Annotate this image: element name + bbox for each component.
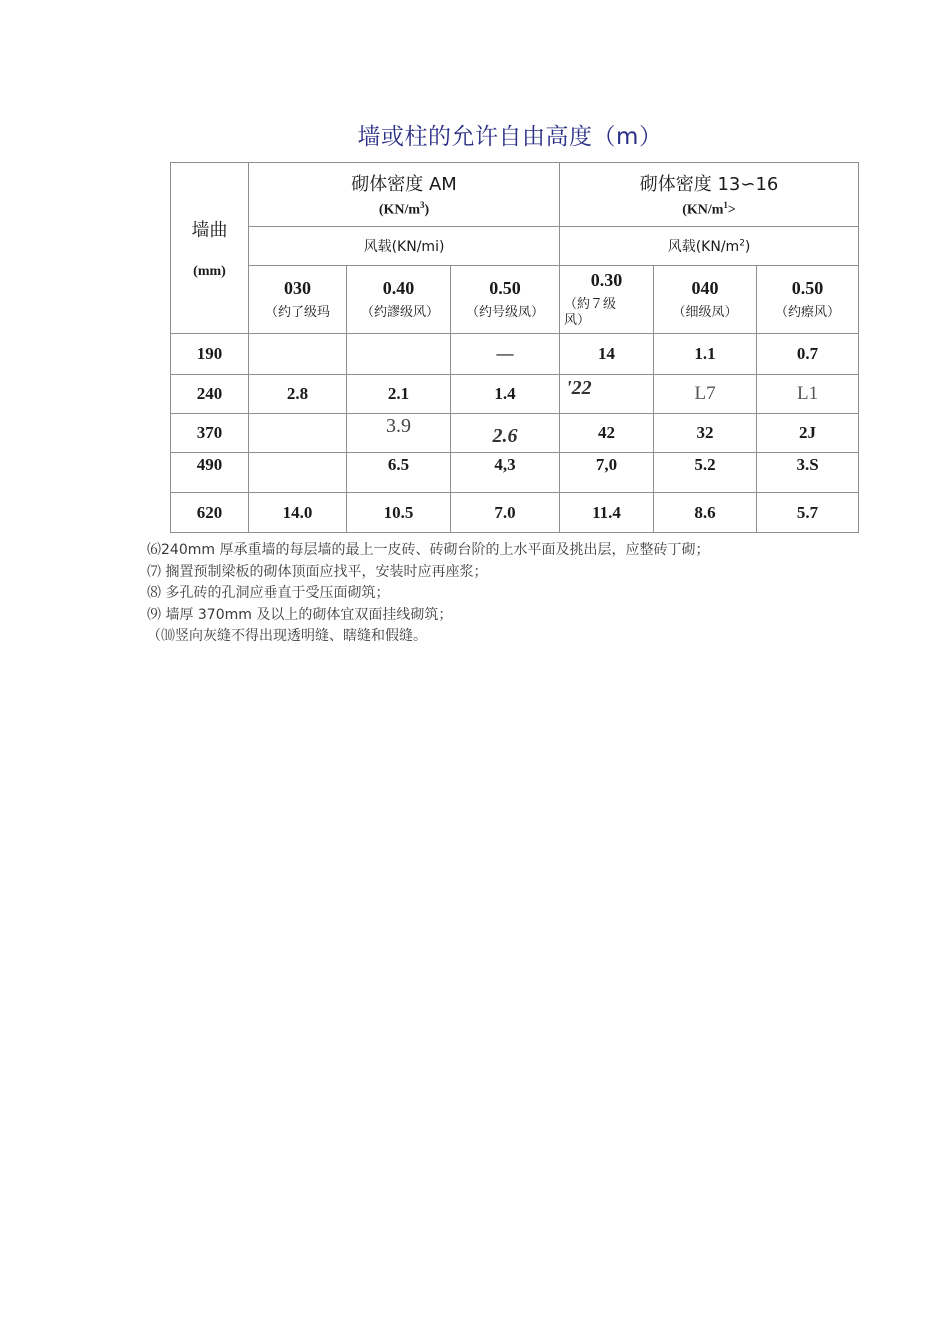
thickness-header-unit: (mm) bbox=[193, 264, 226, 279]
density-group-1-label: 砌体密度 AM bbox=[351, 174, 457, 196]
wind-load-header-2: 风载$(KN/m^2)$ bbox=[560, 227, 859, 266]
table-cell: L1 bbox=[757, 375, 859, 414]
height-table bbox=[170, 162, 859, 533]
note-item: ⑺ 搁置预制梁板的砌体顶面应找平，安装时应再座浆； bbox=[147, 563, 488, 580]
density-group-1-header bbox=[249, 163, 560, 227]
table-cell: 14.0 bbox=[249, 493, 347, 533]
note-item: ⑹240mm 厚承重墙的每层墙的最上一皮砖、砖砌台阶的上水平面及挑出层，应整砖丁砌； bbox=[147, 542, 710, 558]
notes-list bbox=[147, 540, 927, 648]
table-cell: '22 bbox=[560, 375, 654, 414]
table-cell: 1.1 bbox=[654, 334, 757, 375]
thickness-header bbox=[171, 163, 249, 334]
table-cell: 2.8 bbox=[249, 375, 347, 414]
table-cell: 2J bbox=[757, 414, 859, 453]
wind-level-4: 0.30 （約７级风） bbox=[560, 266, 654, 334]
table-cell: — bbox=[451, 334, 560, 375]
table-cell: L7 bbox=[654, 375, 757, 414]
table-cell bbox=[347, 334, 451, 375]
wind-level-1: 030 （约了级玛 bbox=[249, 266, 347, 334]
table-cell bbox=[249, 453, 347, 493]
note-item: ⑼ 墙厚 370mm 及以上的砌体宜双面挂线砌筑； bbox=[147, 606, 453, 623]
table-row bbox=[171, 414, 859, 453]
table-cell: 14 bbox=[560, 334, 654, 375]
row-thickness: 620 bbox=[171, 493, 249, 533]
density-group-2-unit: ($KN/m^1>$ bbox=[682, 200, 736, 218]
wind-level-6: 0.50 （约瘵风） bbox=[757, 266, 859, 334]
density-group-1-unit: $(KN/m^3)$ bbox=[378, 200, 430, 218]
table-cell: 3.9 bbox=[347, 414, 451, 453]
table-cell: 0.7 bbox=[757, 334, 859, 375]
row-thickness: 370 bbox=[171, 414, 249, 453]
table-row bbox=[171, 493, 859, 533]
wind-level-3: 0.50 （约号级凤） bbox=[451, 266, 560, 334]
table-cell: 5.7 bbox=[757, 493, 859, 533]
table-cell: 6.5 bbox=[347, 453, 451, 493]
table-cell: 8.6 bbox=[654, 493, 757, 533]
table-cell: 3.S bbox=[757, 453, 859, 493]
table-cell: 32 bbox=[654, 414, 757, 453]
row-thickness: 490 bbox=[171, 453, 249, 493]
table-cell bbox=[249, 334, 347, 375]
density-group-2-label: 砌体密度 13∽16 bbox=[639, 174, 779, 196]
wind-level-5: 040 （细级凤） bbox=[654, 266, 757, 334]
table-cell: 7,0 bbox=[560, 453, 654, 493]
table-cell: 11.4 bbox=[560, 493, 654, 533]
table-cell: 4,3 bbox=[451, 453, 560, 493]
note-item: ⑻ 多孔砖的孔洞应垂直于受压面砌筑； bbox=[147, 585, 390, 601]
table-cell: 1.4 bbox=[451, 375, 560, 414]
wind-level-2: 0.40 （约謬级风） bbox=[347, 266, 451, 334]
row-thickness: 240 bbox=[171, 375, 249, 414]
table-cell: 42 bbox=[560, 414, 654, 453]
table-cell bbox=[249, 414, 347, 453]
table-cell: 5.2 bbox=[654, 453, 757, 493]
table-row bbox=[171, 375, 859, 414]
row-thickness: 190 bbox=[171, 334, 249, 375]
note-item: （⑽竖向灰缝不得出现透明缝、瞎缝和假缝。 bbox=[147, 628, 427, 644]
table-row bbox=[171, 334, 859, 375]
table-row bbox=[171, 453, 859, 493]
table-cell: 7.0 bbox=[451, 493, 560, 533]
table-cell: 2.1 bbox=[347, 375, 451, 414]
thickness-header-label: 墙曲 bbox=[191, 220, 228, 241]
density-group-2-header bbox=[560, 163, 859, 227]
table-cell: 2.6 bbox=[451, 414, 560, 453]
table-cell: 10.5 bbox=[347, 493, 451, 533]
wind-load-header-1: 风载(KN/mi) bbox=[249, 227, 560, 266]
page-title: 墙或柱的允许自由高度（m） bbox=[357, 124, 663, 150]
